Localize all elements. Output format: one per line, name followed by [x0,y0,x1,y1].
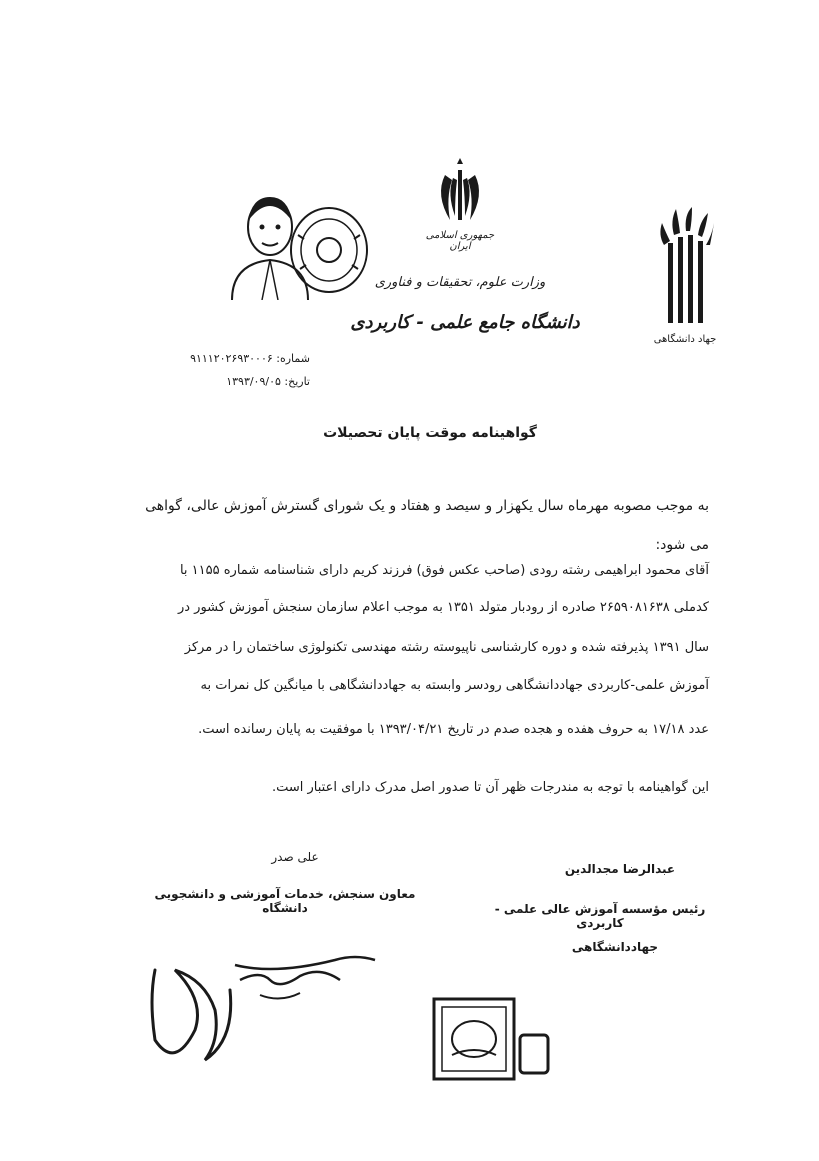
body-line-6: آموزش علمی-کاربردی جهاددانشگاهی رودسر وابسته به جهاددانشگاهی با میانگین کل نمرات به [200,678,709,693]
certificate-title: گواهینامه موقت پایان تحصیلات [323,425,537,441]
square-seal-icon [430,995,550,1085]
bottom-seal [430,995,550,1085]
university-name: دانشگاه جامع علمی - کاربردی [350,312,580,333]
left-logo-caption: جهاد دانشگاهی [653,334,717,345]
body-line-7: عدد ۱۷/۱۸ به حروف هفده و هجده صدم در تاریخ ۱۳۹۳/۰۴/۲۱ با موفقیت به پایان رسانده است. [198,722,709,737]
body-line-2: می شود: [655,537,709,553]
left-signer-title: معاون سنجش، خدمات آموزشی و دانشجویی دانشگاه [154,887,416,915]
jahad-logo [650,205,720,355]
right-signer-name: عبدالرضا مجدالدین [564,862,676,876]
body-line-8: این گواهینامه با توجه به مندرجات ظهر آن تا صدور اصل مدرک دارای اعتبار است. [271,780,709,795]
round-seal-icon [288,205,370,295]
photo-stamp [288,205,370,295]
body-line-1: به موجب مصوبه مهرماه سال یکهزار و سیصد و هفتاد و یک شورای گسترش آموزش عالی، گواهی [145,498,709,514]
ministry-name: وزارت علوم، تحقیقات و فناوری [374,275,546,290]
national-emblem [415,150,505,250]
reference-number: شماره: ۹۱۱۱۲۰۲۶۹۳۰۰۰۶ [190,352,310,365]
right-signer-sub: جهاددانشگاهی [571,940,659,954]
body-line-3: آقای محمود ابراهیمی رشته رودی (صاحب عکس فوق) فرزند کریم دارای شناسنامه شماره ۱۱۵۵ با [179,563,709,578]
emblem-caption: جمهوری اسلامی ایران [425,230,495,252]
left-signer-name: علی صدر [271,850,319,864]
handwritten-signature [140,930,380,1080]
body-line-4: کدملی ۲۶۵۹۰۸۱۶۳۸ صادره از رودبار متولد ۱۳۵۱ به موجب اعلام سازمان سنجش آموزش کشور در [177,600,709,615]
emblem-icon [415,150,505,230]
signature-icon [140,930,380,1080]
right-signer-title: رئیس مؤسسه آموزش عالی علمی - کاربردی [494,902,706,930]
body-line-5: سال ۱۳۹۱ پذیرفته شده و دوره کارشناسی ناپیوسته رشته مهندسی تکنولوژی ساختمان را در مرکز [184,640,709,655]
wheat-emblem-icon [650,205,720,330]
reference-date: تاریخ: ۱۳۹۳/۰۹/۰۵ [226,375,310,388]
